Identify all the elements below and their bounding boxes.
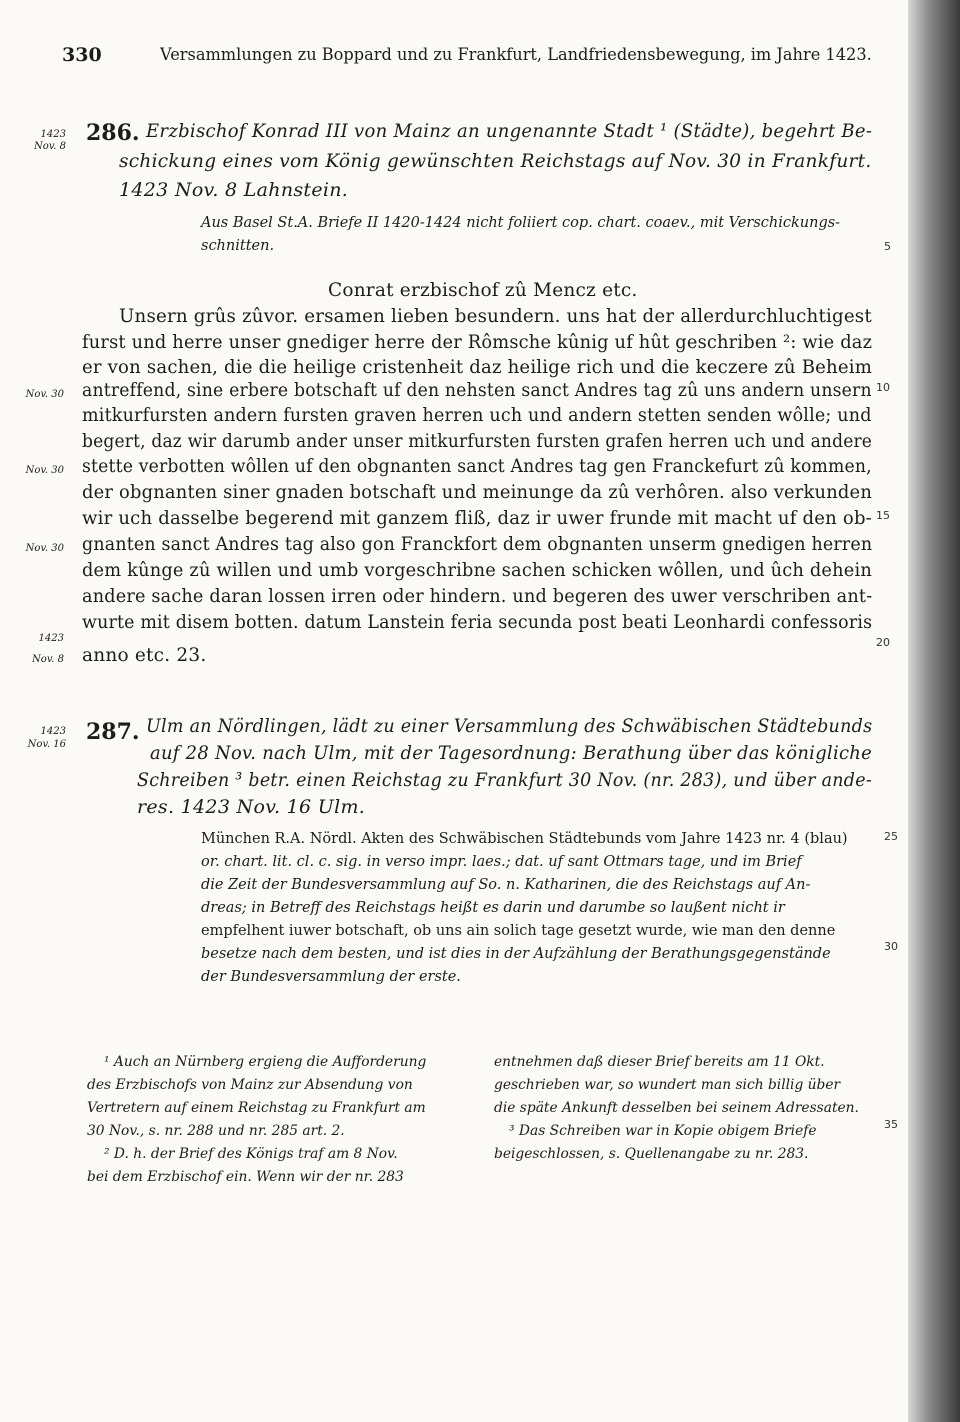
entry-heading-line: Ulm an Nördlingen, lädt zu einer Versammlung des Schwäbischen Städtebunds	[146, 715, 873, 737]
margin-date: Nov. 8	[34, 141, 66, 152]
entry-heading-line: Schreiben ³ betr. einen Reichstag zu Frankfurt 30 Nov. (nr. 283), und über ande-	[137, 769, 873, 791]
side-date: Nov. 30	[25, 465, 64, 476]
text-line: Unsern grûs zûvor. ersamen lieben besundern. uns hat der allerdurchluchtigest	[119, 306, 872, 327]
text-line: andere sache daran lossen irren oder hindern. und begeren des uwer verschriben ant-	[82, 586, 873, 607]
margin-date: Nov. 16	[27, 739, 66, 750]
source-note-line: schnitten.	[201, 238, 275, 254]
footnote-line: 30 Nov., s. nr. 288 und nr. 285 art. 2.	[87, 1123, 345, 1139]
line-number: 15	[876, 509, 890, 522]
side-date: 1423	[38, 633, 64, 644]
source-note-line: besetze nach dem besten, und ist dies in der Aufzählung der Berathungsgegenstände	[201, 946, 831, 962]
text-line: furst und herre unser gnediger herre der Rômsche kûnig uf hût geschriben ²: wie daz	[82, 332, 873, 353]
line-number: 35	[884, 1118, 898, 1131]
text-line: stette verbotten wôllen uf den obgnanten sanct Andres tag gen Franckefurt zû kommen,	[82, 456, 872, 477]
text-line: er von sachen, die die heilige cristenheit daz heilige rich und die keczere zû Beheim	[82, 357, 873, 378]
text-line: wir uch dasselbe begerend mit ganzem fliß, daz ir uwer frunde mit macht uf den ob-	[82, 508, 872, 529]
entry-heading-line: auf 28 Nov. nach Ulm, mit der Tagesordnung: Berathung über das königliche	[150, 742, 872, 764]
page-edge-shadow	[908, 0, 960, 1422]
side-date: Nov. 30	[25, 543, 64, 554]
source-note-line: die Zeit der Bundesversammlung auf So. n. Katharinen, die des Reichstags auf An-	[201, 877, 811, 893]
page-number: 330	[62, 44, 102, 66]
entry-heading-line: res. 1423 Nov. 16 Ulm.	[137, 796, 366, 818]
text-line: anno etc. 23.	[82, 645, 207, 666]
entry-heading-line: schickung eines vom König gewünschten Reichstags auf Nov. 30 in Frankfurt.	[119, 150, 872, 172]
source-note-line: Aus Basel St.A. Briefe II 1420-1424 nicht foliiert cop. chart. coaev., mit Verschickungs-	[201, 215, 841, 231]
text-line: mitkurfursten andern fursten graven herren uch und andern stetten senden wôlle; und	[82, 405, 872, 426]
footnote-line: die späte Ankunft desselben bei seinem Adressaten.	[494, 1100, 859, 1116]
salutation: Conrat erzbischof zû Mencz etc.	[328, 280, 638, 301]
footnote-line: beigeschlossen, s. Quellenangabe zu nr. 283.	[494, 1146, 809, 1162]
running-head: Versammlungen zu Boppard und zu Frankfurt, Landfriedensbewegung, im Jahre 1423.	[160, 45, 872, 65]
text-line: begert, daz wir darumb ander unser mitkurfursten fursten grafen herren uch und andere	[82, 431, 873, 452]
entry-heading-line: Erzbischof Konrad III von Mainz an ungenannte Stadt ¹ (Städte), begehrt Be-	[146, 120, 873, 142]
text-line: gnanten sanct Andres tag also gon Franckfort dem obgnanten unserm gnedigen herren	[82, 534, 873, 555]
text-line: der obgnanten siner gnaden botschaft und meinunge da zû verhôren. also verkunden	[82, 482, 873, 503]
footnote-line: ¹ Auch an Nürnberg ergieng die Aufforderung	[104, 1054, 427, 1070]
source-note-line: der Bundesversammlung der erste.	[201, 969, 461, 985]
text-line: dem kûnge zû willen und umb vorgeschribne sachen schicken wôllen, und ûch dehein	[82, 560, 872, 581]
source-note-line: or. chart. lit. cl. c. sig. in verso impr. laes.; dat. uf sant Ottmars tage, und im Brief	[201, 854, 802, 870]
margin-year: 1423	[40, 726, 66, 737]
side-date: Nov. 30	[25, 389, 64, 400]
side-date: Nov. 8	[32, 654, 64, 665]
margin-year: 1423	[40, 129, 66, 140]
line-number: 30	[884, 940, 898, 953]
text-line: antreffend, sine erbere botschaft uf den nehsten sanct Andres tag zû uns andern unsern	[82, 380, 872, 401]
footnote-line: ² D. h. der Brief des Königs traf am 8 Nov.	[104, 1146, 398, 1162]
entry-number: 286.	[86, 120, 140, 146]
footnote-line: geschrieben war, so wundert man sich billig über	[494, 1077, 841, 1093]
footnote-line: ³ Das Schreiben war in Kopie obigem Briefe	[509, 1123, 817, 1139]
entry-heading-line: 1423 Nov. 8 Lahnstein.	[119, 179, 349, 201]
line-number: 20	[876, 636, 890, 649]
source-note-line: empfelhent iuwer botschaft, ob uns ain solich tage gesetzt wurde, wie man den denne	[201, 923, 836, 939]
source-note-line: München R.A. Nördl. Akten des Schwäbischen Städtebunds vom Jahre 1423 nr. 4 (blau)	[201, 831, 848, 847]
footnote-line: des Erzbischofs von Mainz zur Absendung von	[87, 1077, 413, 1093]
footnote-line: Vertretern auf einem Reichstag zu Frankfurt am	[87, 1100, 426, 1116]
line-number: 5	[884, 240, 891, 253]
footnote-line: bei dem Erzbischof ein. Wenn wir der nr. 283	[87, 1169, 404, 1185]
line-number: 10	[876, 381, 890, 394]
line-number: 25	[884, 830, 898, 843]
footnote-line: entnehmen daß dieser Brief bereits am 11 Okt.	[494, 1054, 825, 1070]
source-note-line: dreas; in Betreff des Reichstags heißt es darin und darumbe so laußent nicht ir	[201, 900, 785, 916]
text-line: wurte mit disem botten. datum Lanstein feria secunda post beati Leonhardi confessoris	[82, 612, 873, 633]
entry-number: 287.	[86, 719, 140, 745]
